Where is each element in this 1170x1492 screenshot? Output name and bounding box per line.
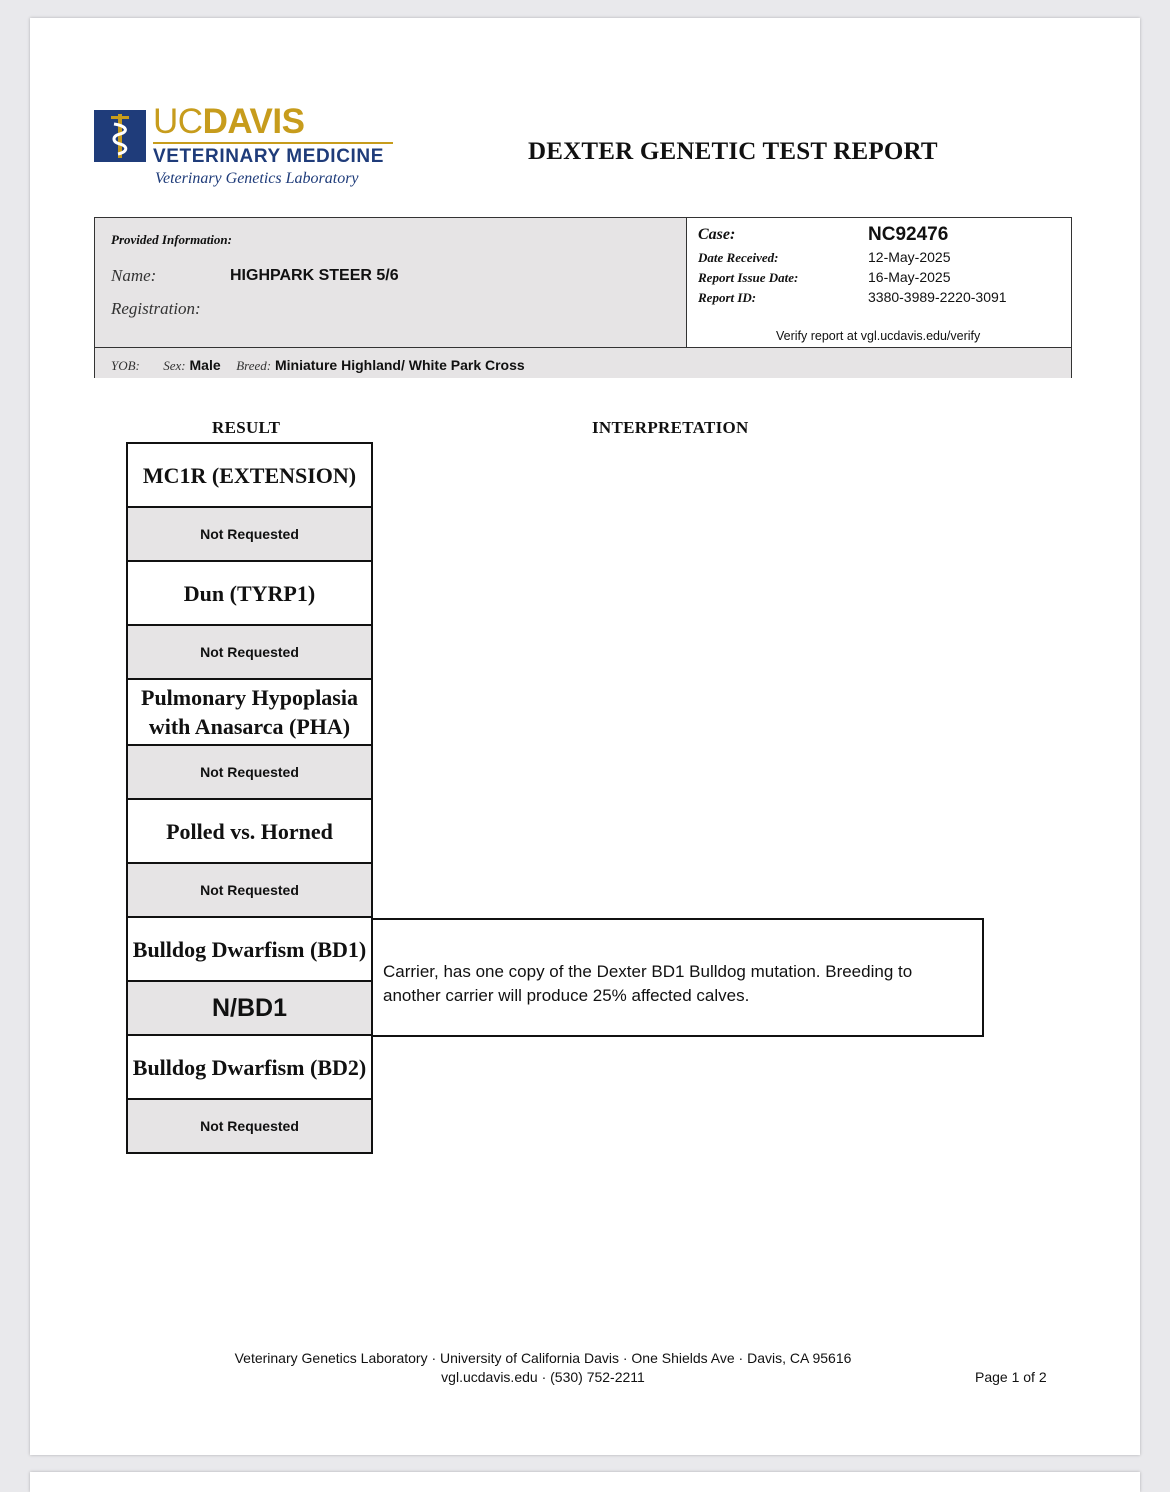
test-name-dun: Dun (TYRP1) [126, 560, 373, 626]
name-label: Name: [111, 266, 157, 285]
case-value: NC92476 [868, 224, 949, 245]
sex-label: Sex: [163, 358, 186, 373]
sex-value: Male [189, 357, 221, 373]
logo-rule [153, 142, 393, 144]
case-info-panel [687, 218, 1071, 347]
logo-wordmark [153, 102, 304, 142]
date-received-value: 12-May-2025 [868, 249, 951, 265]
issue-date-label: Report Issue Date: [698, 270, 799, 285]
info-box [94, 217, 1072, 378]
breed-label: Breed: [236, 358, 272, 373]
date-received-label: Date Received: [698, 250, 779, 265]
logo-vet-med: VETERINARY MEDICINE [153, 146, 384, 167]
test-result-bd2: Not Requested [126, 1098, 373, 1154]
name-value: HIGHPARK STEER 5/6 [230, 267, 399, 284]
page-title: DEXTER GENETIC TEST REPORT [528, 138, 938, 165]
test-name-polled: Polled vs. Horned [126, 798, 373, 864]
test-result-mc1r: Not Requested [126, 506, 373, 562]
case-label: Case: [698, 226, 736, 243]
interpretation-bd1: Carrier, has one copy of the Dexter BD1 Bulldog mutation. Breeding to another carrier will produce 25% affected calves. [373, 918, 984, 1037]
logo-davis-text: DAVIS [202, 102, 305, 141]
page-number: Page 1 of 2 [975, 1369, 1047, 1385]
test-result-polled: Not Requested [126, 862, 373, 918]
report-page [30, 18, 1140, 1455]
test-result-pha: Not Requested [126, 744, 373, 800]
yob-label: YOB: [111, 358, 140, 373]
footer [180, 1349, 906, 1387]
provided-info-panel [95, 218, 687, 347]
animal-info-row [95, 347, 1071, 378]
issue-date-value: 16-May-2025 [868, 269, 951, 285]
report-id-label: Report ID: [698, 290, 757, 305]
logo-uc-text: UC [153, 102, 203, 141]
breed-value: Miniature Highland/ White Park Cross [274, 357, 525, 373]
test-name-mc1r: MC1R (EXTENSION) [126, 442, 373, 508]
ucdavis-logo [94, 102, 404, 188]
test-name-pha: Pulmonary Hypoplasia with Anasarca (PHA) [126, 678, 373, 746]
test-name-bd2: Bulldog Dwarfism (BD2) [126, 1034, 373, 1100]
interpretation-header: INTERPRETATION [592, 418, 749, 437]
test-result-dun: Not Requested [126, 624, 373, 680]
provided-heading: Provided Information: [111, 232, 232, 247]
registration-label: Registration: [111, 299, 201, 318]
result-header: RESULT [212, 418, 281, 437]
test-name-bd1: Bulldog Dwarfism (BD1) [126, 916, 373, 982]
test-result-bd1: N/BD1 [126, 980, 373, 1036]
logo-lab-name: Veterinary Genetics Laboratory [155, 170, 359, 187]
footer-contact: vgl.ucdavis.edu · (530) 752-2211 [441, 1369, 645, 1385]
caduceus-icon [94, 110, 146, 162]
footer-address: Veterinary Genetics Laboratory · University of California Davis · One Shields Ave · Davis, CA 95616 [234, 1350, 852, 1366]
verify-link[interactable]: Verify report at vgl.ucdavis.edu/verify [776, 329, 981, 343]
report-id-value: 3380-3989-2220-3091 [868, 289, 1007, 305]
next-page-edge [30, 1472, 1140, 1492]
